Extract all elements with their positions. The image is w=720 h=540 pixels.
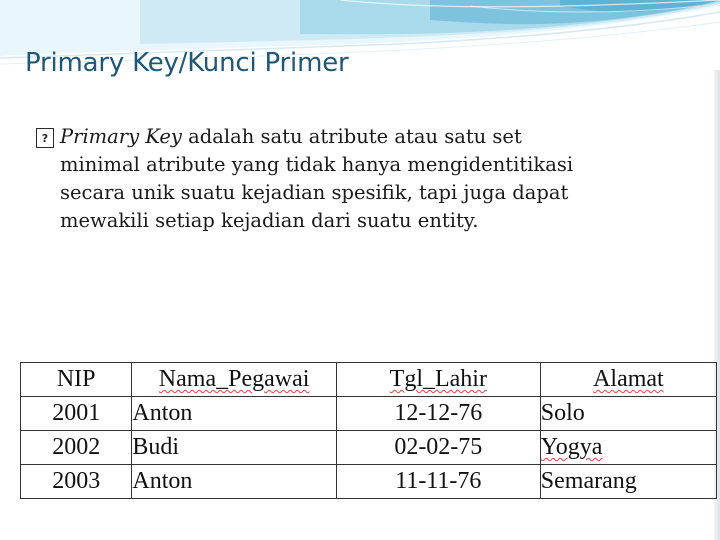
cell-tgl-lahir: 02-02-75: [336, 431, 540, 465]
header-nama-pegawai-text: Nama_Pegawai: [158, 366, 310, 392]
bullet-text-line: mewakili setiap kejadian dari suatu entity.: [60, 209, 479, 232]
table-row: [21, 431, 717, 465]
header-alamat-text: Alamat: [593, 366, 664, 392]
cell-alamat: [540, 431, 716, 465]
slide-title: Primary Key/Kunci Primer: [25, 48, 349, 78]
cell-nip: 2003: [21, 465, 132, 499]
table-header-row: [21, 363, 717, 397]
cell-tgl-lahir: 12-12-76: [336, 397, 540, 431]
cell-nama: Anton: [132, 397, 336, 431]
header-tgl-lahir-text: Tgl_Lahir: [389, 366, 487, 392]
header-tgl-lahir: [336, 363, 540, 397]
square-bullet-icon: [36, 128, 54, 148]
cell-alamat: Solo: [540, 397, 716, 431]
bullet-text-line: minimal atribute yang tidak hanya mengidentitikasi: [60, 153, 574, 176]
header-alamat: [540, 363, 716, 397]
cell-alamat: Semarang: [540, 465, 716, 499]
bullet-paragraph: [36, 123, 676, 235]
table-row: [21, 397, 717, 431]
cell-nip: 2002: [21, 431, 132, 465]
bullet-text-line: secara unik suatu kejadian spesifik, tapi juga dapat: [60, 181, 569, 204]
cell-alamat-text: Yogya: [540, 434, 603, 460]
employee-table: [20, 362, 717, 499]
bullet-glyph-char: ?: [41, 131, 49, 145]
cell-nama: Anton: [132, 465, 336, 499]
bullet-first-line: [36, 123, 676, 151]
cell-nip: 2001: [21, 397, 132, 431]
key-term: Primary Key: [60, 125, 182, 148]
header-nip: NIP: [21, 363, 132, 397]
bullet-text-line: adalah satu atribute atau satu set: [188, 125, 522, 148]
cell-nama: Budi: [132, 431, 336, 465]
header-nama-pegawai: [132, 363, 336, 397]
table-row: [21, 465, 717, 499]
bullet-line-1: [36, 123, 676, 151]
cell-tgl-lahir: 11-11-76: [336, 465, 540, 499]
